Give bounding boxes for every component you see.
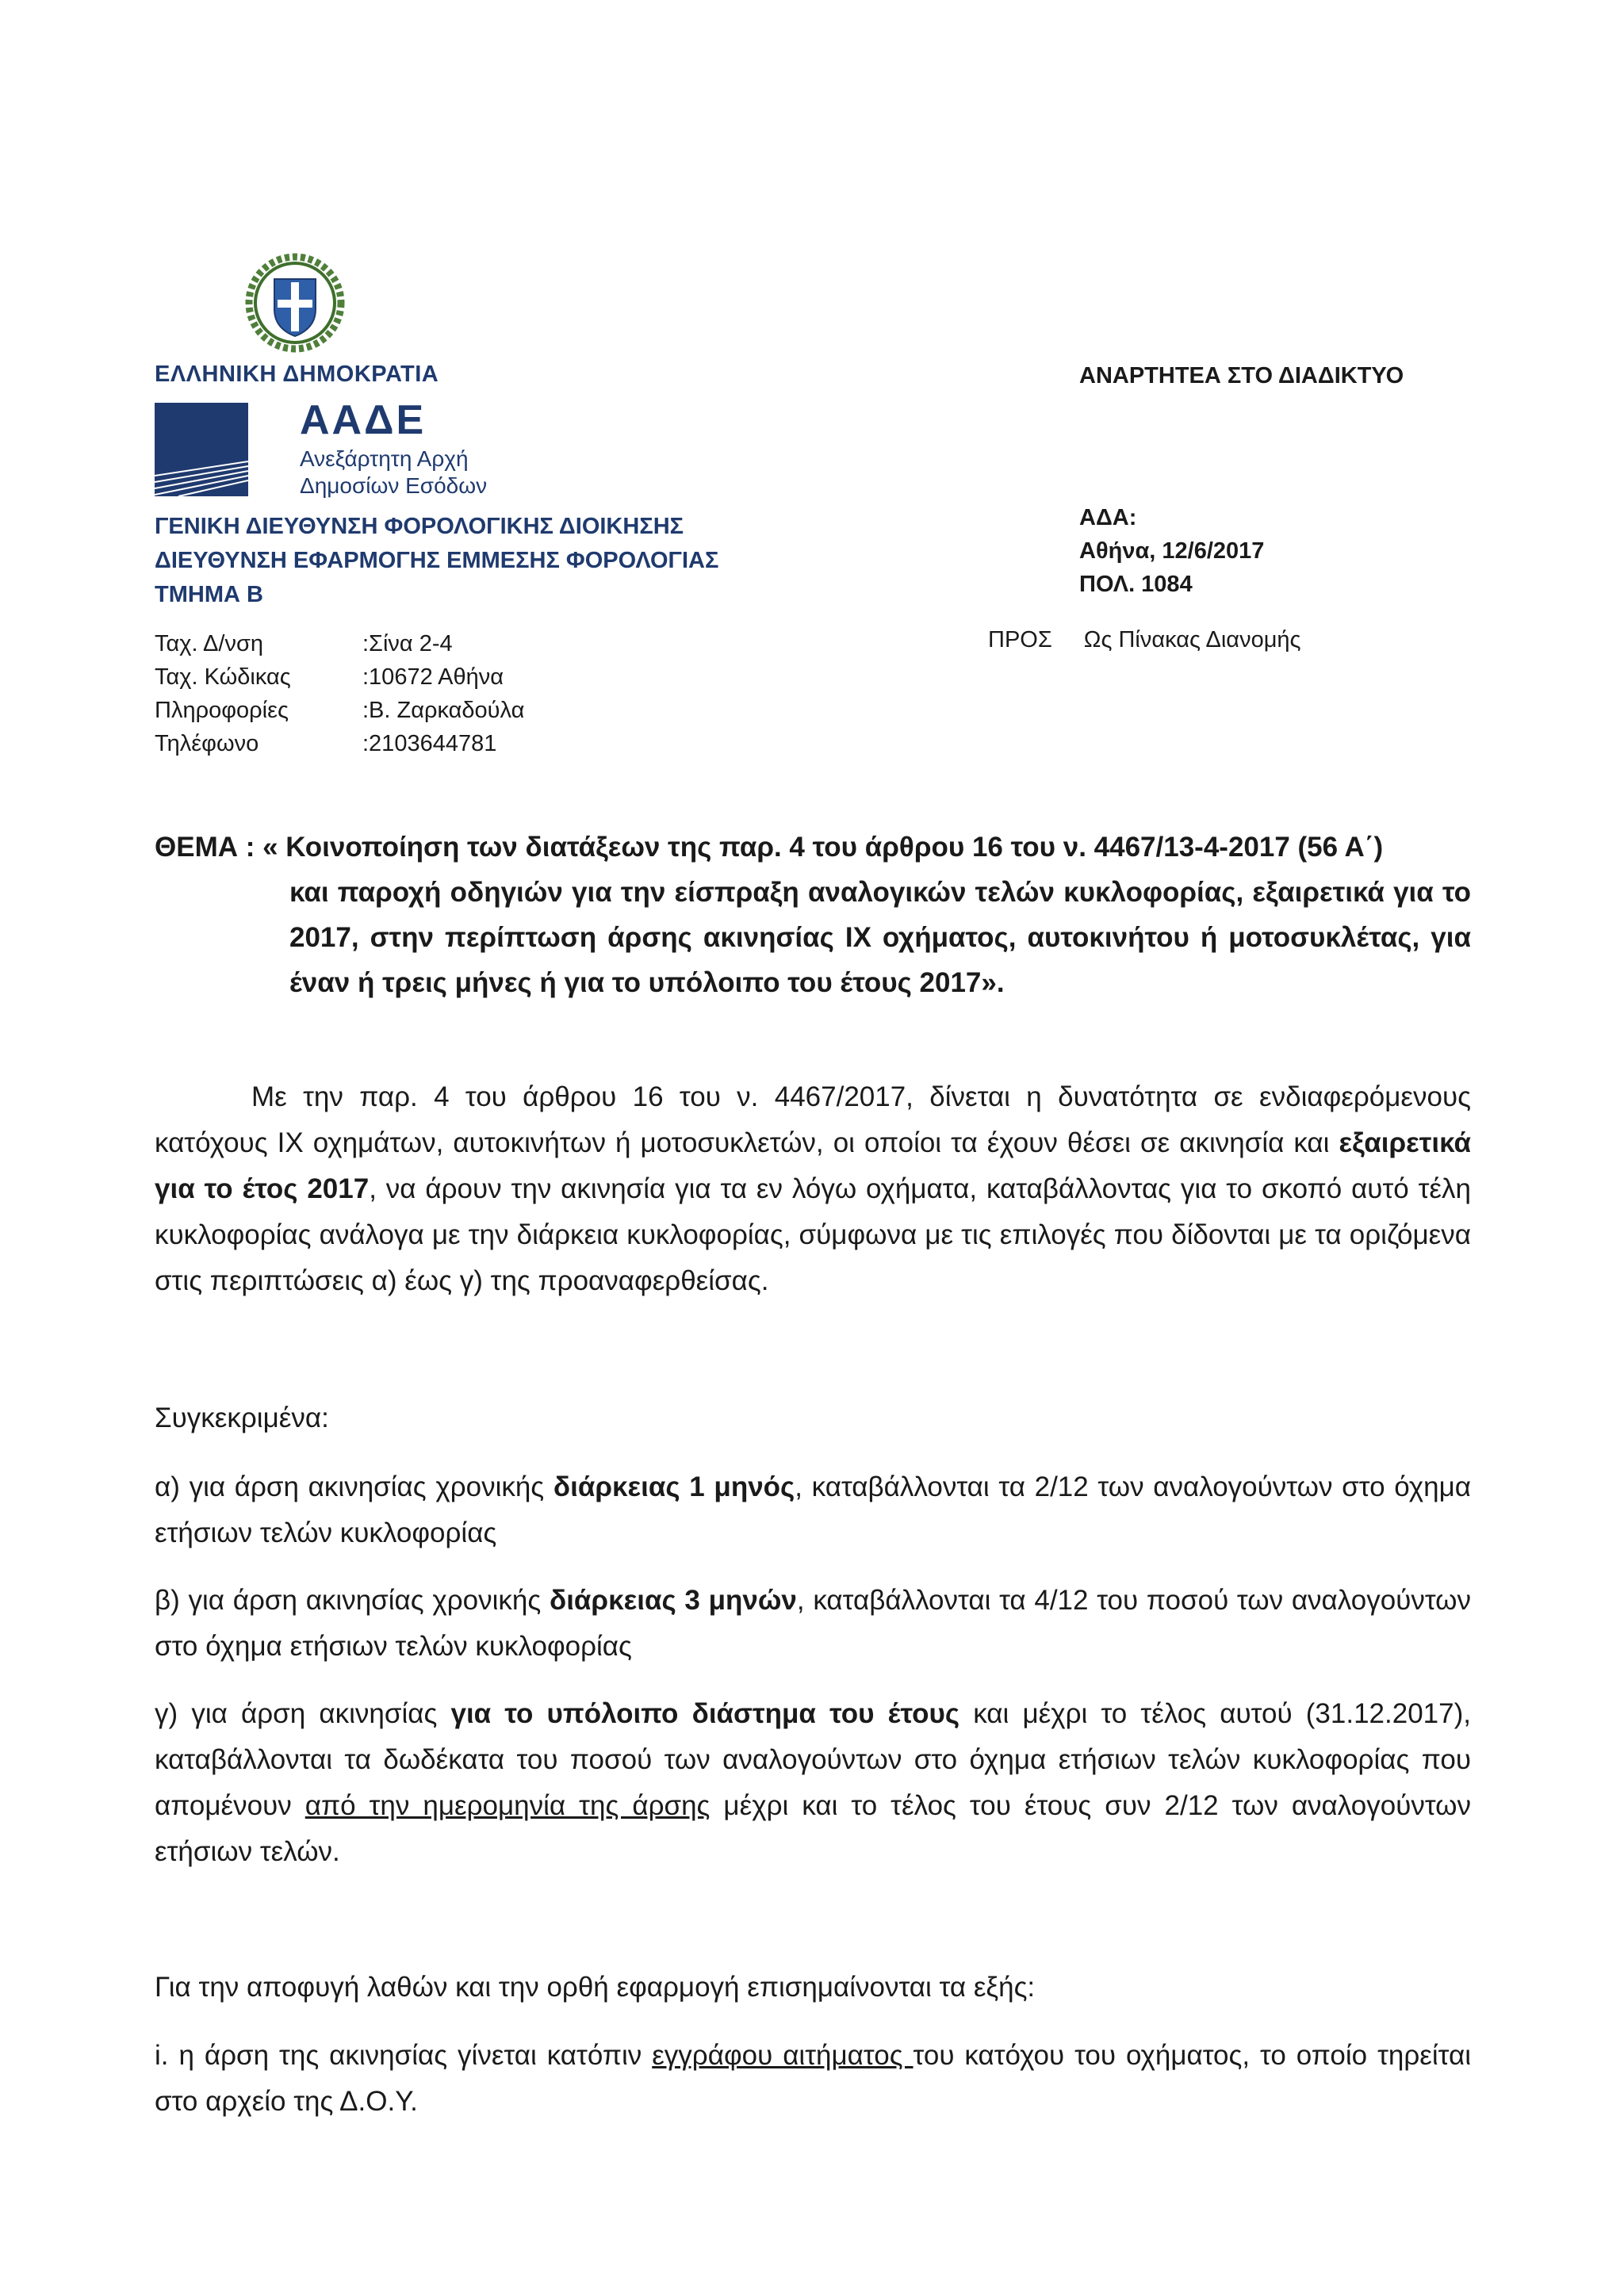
aade-subtitle-line2: Δημοσίων Εσόδων — [300, 473, 488, 498]
pros-label: ΠΡΟΣ — [988, 627, 1052, 652]
contact-label: Πληροφορίες — [155, 698, 289, 723]
text-run: , καταβάλλονται τα 2/12 των αναλογούντων στο όχημα ετήσιων τελών κυκλοφορίας — [155, 1471, 1471, 1548]
date-place: Αθήνα, 12/6/2017 — [1079, 538, 1265, 564]
contact-value: :Β. Ζαρκαδούλα — [362, 698, 525, 723]
paragraph-intro — [155, 1074, 1471, 1304]
aade-name: ΑΑΔΕ — [300, 397, 427, 443]
subject-lead: ΘΕΜΑ : « Κοινοποίηση των διατάξεων της παρ. 4 του άρθρου 16 του ν. 4467/13-4-2017 (56 Α΄) — [155, 832, 1384, 863]
bold-run: για το υπόλοιπο διάστημα του έτους — [450, 1698, 960, 1729]
pol-number: ΠΟΛ. 1084 — [1079, 572, 1193, 597]
bold-run: διάρκειας 1 μηνός — [553, 1471, 795, 1502]
text-run: , να άρουν την ακινησία για τα εν λόγω οχήματα, καταβάλλοντας για το σκοπό αυτό τέλη κυκλοφορίας ανάλογα με την διάρκεια κυκλοφορίας, σύμφωνα με τις επιλογές που δίδονται με τα οριζόμενα στις περιπτώσεις α) έως γ) της προαναφερθείσας. — [155, 1173, 1471, 1296]
text-run: του κατόχου του οχήματος, το οποίο τηρείται στο αρχείο της Δ.Ο.Υ. — [155, 2040, 1472, 2117]
aade-logo-icon — [155, 403, 248, 496]
contact-row-info — [155, 694, 524, 727]
subject-continuation: και παροχή οδηγιών για την είσπραξη αναλογικών τελών κυκλοφορίας, εξαιρετικά για το 2017, στην περίπτωση άρσης ακινησίας ΙΧ οχήματος, αυτοκινήτου ή μοτοσυκλέτας, για έναν ή τρεις μήνες ή για το υπόλοιπο του έτους 2017». — [289, 877, 1471, 998]
subject-block — [155, 825, 1471, 1005]
text-run: Με την παρ. 4 του άρθρου 16 του ν. 4467/2017, δίνεται η δυνατότητα σε ενδιαφερόμενους κατόχους ΙΧ οχημάτων, αυτοκινήτων ή μοτοσυκλετών, οι οποίοι τα έχουν θέσει σε ακινησία και — [155, 1081, 1471, 1158]
text-run: β) για άρση ακινησίας χρονικής — [155, 1585, 550, 1616]
dept-line1: ΓΕΝΙΚΗ ΔΙΕΥΘΥΝΣΗ ΦΟΡΟΛΟΓΙΚΗΣ ΔΙΟΙΚΗΣΗΣ — [155, 514, 684, 539]
paragraph-case-c — [155, 1691, 1471, 1875]
ada-label: ΑΔΑ: — [1079, 505, 1137, 530]
underlined-run: εγγράφου αιτήματος — [652, 2040, 914, 2071]
dept-line3: ΤΜΗΜΑ Β — [155, 582, 263, 607]
bold-run: εξαιρετικά για το έτος 2017 — [155, 1127, 1471, 1204]
contact-label: Ταχ. Κώδικας — [155, 664, 291, 690]
paragraph-specifically: Συγκεκριμένα: — [155, 1402, 329, 1433]
department-block — [155, 510, 718, 612]
greek-emblem-icon — [244, 252, 346, 354]
contact-row-postcode — [155, 660, 524, 694]
aade-subtitle — [300, 446, 487, 499]
text-run: , καταβάλλονται τα 4/12 του ποσού των αναλογούντων στο όχημα ετήσιων τελών κυκλοφορίας — [155, 1585, 1471, 1662]
text-run: γ) για άρση ακινησίας — [155, 1698, 451, 1729]
recipient-line — [988, 627, 1301, 653]
contact-row-address — [155, 627, 524, 660]
text-run: i. η άρση της ακινησίας γίνεται κατόπιν — [155, 2040, 653, 2071]
contact-value: :Σίνα 2-4 — [362, 631, 453, 656]
paragraph-case-a — [155, 1464, 1471, 1556]
bold-run: διάρκειας 3 μηνών — [549, 1585, 797, 1616]
contact-label: Τηλέφωνο — [155, 731, 259, 756]
contact-value: :10672 Αθήνα — [362, 664, 504, 690]
contact-label: Ταχ. Δ/νση — [155, 631, 263, 656]
post-online-label: ΑΝΑΡΤΗΤΕΑ ΣΤΟ ΔΙΑΔΙΚΤΥΟ — [1079, 363, 1404, 388]
dept-line2: ΔΙΕΥΘΥΝΣΗ ΕΦΑΡΜΟΓΗΣ ΕΜΜΕΣΗΣ ΦΟΡΟΛΟΓΙΑΣ — [155, 548, 719, 573]
underlined-run: από την ημερομηνία της άρσης — [304, 1790, 710, 1821]
pros-value: Ως Πίνακας Διανομής — [1083, 627, 1301, 652]
contact-value: :2103644781 — [362, 731, 497, 756]
aade-subtitle-line1: Ανεξάρτητη Αρχή — [300, 446, 469, 471]
paragraph-case-b — [155, 1578, 1471, 1670]
republic-label: ΕΛΛΗΝΙΚΗ ΔΗΜΟΚΡΑΤΙΑ — [155, 362, 439, 387]
contact-row-phone — [155, 727, 524, 760]
paragraph-notes-intro: Για την αποφυγή λαθών και την ορθή εφαρμογή επισημαίνονται τα εξής: — [155, 1972, 1036, 2003]
paragraph-note-i — [155, 2033, 1471, 2125]
text-run: και μέχρι το τέλος αυτού (31.12.2017), καταβάλλονται τα δωδέκατα του ποσού των αναλογούντων στο όχημα ετήσιων τελών κυκλοφορίας που απομένουν — [155, 1698, 1471, 1821]
document-meta — [1079, 501, 1264, 601]
text-run: μέχρι και το τέλος του έτους συν 2/12 των αναλογούντων ετήσιων τελών. — [155, 1790, 1471, 1867]
text-run: α) για άρση ακινησίας χρονικής — [155, 1471, 553, 1502]
contact-block — [155, 627, 524, 760]
